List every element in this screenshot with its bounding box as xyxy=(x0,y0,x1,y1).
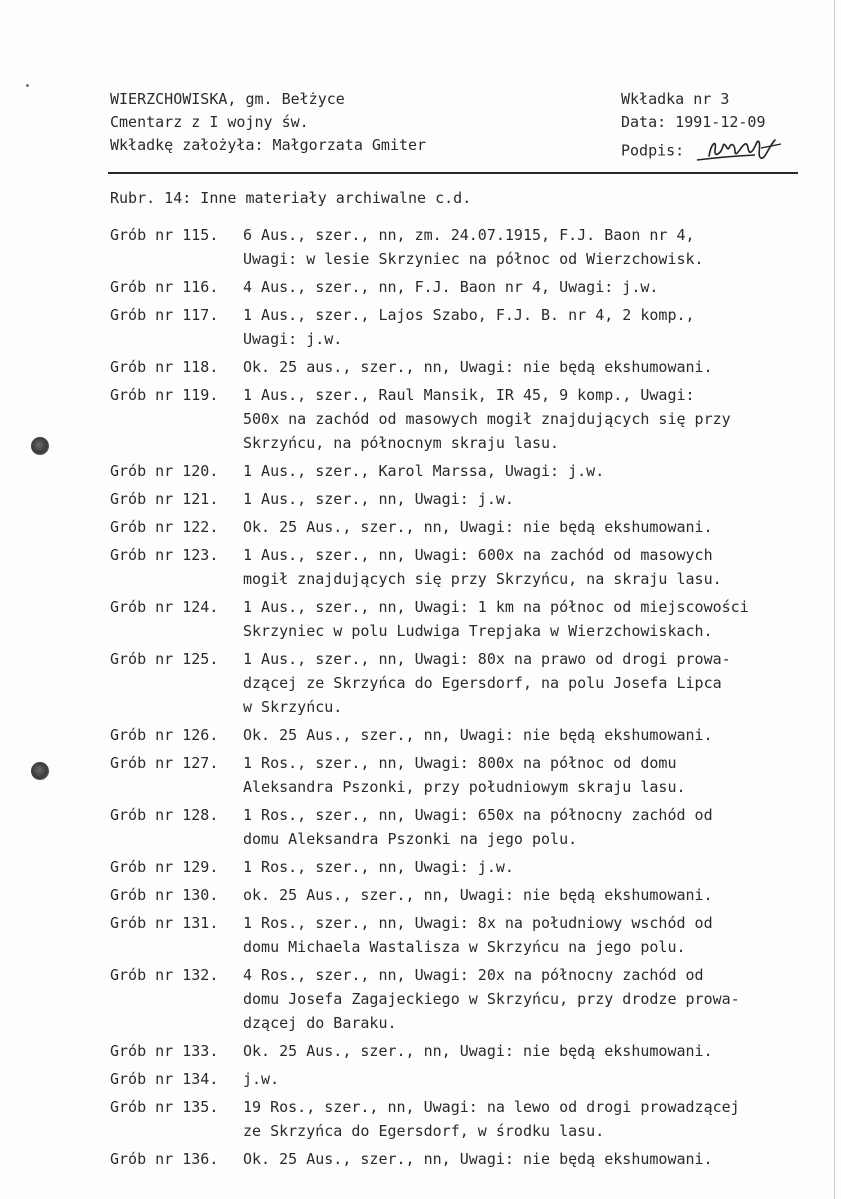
grave-description-line: 1 Ros., szer., nn, Uwagi: 650x na północny zachód od xyxy=(243,806,713,824)
grave-description xyxy=(243,1095,830,1143)
grave-description-line: Uwagi: j.w. xyxy=(243,330,343,348)
grave-number-label: Grób nr 132. xyxy=(110,966,219,984)
grave-description-line: Ok. 25 Aus., szer., nn, Uwagi: nie będą ekshumowani. xyxy=(243,518,713,536)
grave-number-label: Grób nr 123. xyxy=(110,546,219,564)
grave-description xyxy=(243,751,830,799)
grave-description-line: Ok. 25 aus., szer., nn, Uwagi: nie będą ekshumowani. xyxy=(243,358,713,376)
grave-number-label: Grób nr 119. xyxy=(110,386,219,404)
handwritten-signature xyxy=(695,134,791,168)
paper-speck xyxy=(26,84,29,87)
grave-description xyxy=(243,803,830,851)
grave-description-line: Skrzyniec w polu Ludwiga Trepjaka w Wierzchowiskach. xyxy=(243,622,713,640)
grave-entry xyxy=(110,1039,830,1063)
grave-entry xyxy=(110,883,830,907)
grave-description xyxy=(243,595,830,643)
locality-line: WIERZCHOWISKA, gm. Bełżyce xyxy=(110,90,345,108)
grave-description xyxy=(243,543,830,591)
grave-entry xyxy=(110,303,830,351)
grave-description xyxy=(243,855,830,879)
grave-entry xyxy=(110,223,830,271)
grave-description xyxy=(243,303,830,351)
grave-description-line: 1 Ros., szer., nn, Uwagi: 800x na północ od domu xyxy=(243,754,677,772)
grave-number-label: Grób nr 134. xyxy=(110,1070,219,1088)
grave-description xyxy=(243,355,830,379)
grave-description-line: 1 Aus., szer., Raul Mansik, IR 45, 9 komp., Uwagi: xyxy=(243,386,695,404)
signature-row xyxy=(621,134,791,168)
grave-description-line: 4 Ros., szer., nn, Uwagi: 20x na północny zachód od xyxy=(243,966,704,984)
grave-description-line: 6 Aus., szer., nn, zm. 24.07.1915, F.J. Baon nr 4, xyxy=(243,226,695,244)
grave-number-label: Grób nr 130. xyxy=(110,886,219,904)
grave-description-line: domu Michaela Wastalisza w Skrzyńcu na jego polu. xyxy=(243,938,686,956)
grave-description-line: 1 Aus., szer., nn, Uwagi: j.w. xyxy=(243,490,514,508)
grave-description-line: domu Aleksandra Pszonki na jego polu. xyxy=(243,830,578,848)
grave-number-label: Grób nr 136. xyxy=(110,1150,219,1168)
signature-label: Podpis: xyxy=(621,141,685,160)
grave-description xyxy=(243,723,830,747)
grave-description-line: dzącej do Baraku. xyxy=(243,1014,397,1032)
punch-hole-icon xyxy=(31,437,49,455)
grave-number-label: Grób nr 115. xyxy=(110,226,219,244)
grave-entry xyxy=(110,1147,830,1171)
grave-description-line: 1 Aus., szer., nn, Uwagi: 600x na zachód od masowych xyxy=(243,546,713,564)
grave-entry xyxy=(110,963,830,1035)
grave-entry xyxy=(110,723,830,747)
page-edge xyxy=(834,0,835,1199)
grave-description-line: 500x na zachód od masowych mogił znajdujących się przy xyxy=(243,410,731,428)
grave-description xyxy=(243,1067,830,1091)
section-title: Rubr. 14: Inne materiały archiwalne c.d. xyxy=(110,189,472,207)
grave-entry xyxy=(110,751,830,799)
grave-description-line: Ok. 25 Aus., szer., nn, Uwagi: nie będą ekshumowani. xyxy=(243,726,713,744)
grave-number-label: Grób nr 125. xyxy=(110,650,219,668)
grave-number-label: Grób nr 133. xyxy=(110,1042,219,1060)
grave-description-line: 1 Ros., szer., nn, Uwagi: 8x na południowy wschód od xyxy=(243,914,713,932)
grave-description-line: mogił znajdujących się przy Skrzyńcu, na skraju lasu. xyxy=(243,570,722,588)
grave-description xyxy=(243,1039,830,1063)
grave-number-label: Grób nr 116. xyxy=(110,278,219,296)
author-line: Wkładkę założyła: Małgorzata Gmiter xyxy=(110,136,427,154)
grave-entry xyxy=(110,595,830,643)
grave-description-line: 4 Aus., szer., nn, F.J. Baon nr 4, Uwagi: j.w. xyxy=(243,278,659,296)
grave-number-label: Grób nr 118. xyxy=(110,358,219,376)
grave-entry xyxy=(110,1095,830,1143)
grave-number-label: Grób nr 124. xyxy=(110,598,219,616)
grave-entry xyxy=(110,911,830,959)
grave-description-line: dzącej ze Skrzyńca do Egersdorf, na polu Josefa Lipca xyxy=(243,674,722,692)
grave-description-line: ok. 25 Aus., szer., nn, Uwagi: nie będą ekshumowani. xyxy=(243,886,713,904)
insert-number: Wkładka nr 3 xyxy=(621,90,730,108)
grave-entry xyxy=(110,1067,830,1091)
grave-description-line: 1 Aus., szer., Lajos Szabo, F.J. B. nr 4, 2 komp., xyxy=(243,306,695,324)
grave-number-label: Grób nr 117. xyxy=(110,306,219,324)
grave-entry xyxy=(110,515,830,539)
grave-entry xyxy=(110,543,830,591)
grave-description-line: domu Josefa Zagajeckiego w Skrzyńcu, przy drodze prowa- xyxy=(243,990,740,1008)
grave-number-label: Grób nr 126. xyxy=(110,726,219,744)
grave-entry xyxy=(110,383,830,455)
grave-entry xyxy=(110,855,830,879)
grave-description-line: Ok. 25 Aus., szer., nn, Uwagi: nie będą ekshumowani. xyxy=(243,1042,713,1060)
grave-entry xyxy=(110,459,830,483)
grave-description-line: 1 Aus., szer., nn, Uwagi: 80x na prawo od drogi prowa- xyxy=(243,650,731,668)
document-header-right xyxy=(621,88,791,168)
grave-description-line: ze Skrzyńca do Egersdorf, w środku lasu. xyxy=(243,1122,605,1140)
grave-description-line: 1 Aus., szer., Karol Marssa, Uwagi: j.w. xyxy=(243,462,605,480)
grave-entry xyxy=(110,487,830,511)
document-header-left xyxy=(110,88,426,157)
grave-description-line: 19 Ros., szer., nn, Uwagi: na lewo od drogi prowadzącej xyxy=(243,1098,740,1116)
document-date: Data: 1991-12-09 xyxy=(621,113,766,131)
grave-number-label: Grób nr 128. xyxy=(110,806,219,824)
grave-description-line: j.w. xyxy=(243,1070,280,1088)
grave-description xyxy=(243,383,830,455)
grave-description xyxy=(243,275,830,299)
cemetery-line: Cmentarz z I wojny św. xyxy=(110,113,309,131)
grave-number-label: Grób nr 135. xyxy=(110,1098,219,1116)
grave-description-line: 1 Ros., szer., nn, Uwagi: j.w. xyxy=(243,858,514,876)
grave-number-label: Grób nr 127. xyxy=(110,754,219,772)
grave-number-label: Grób nr 129. xyxy=(110,858,219,876)
grave-entry xyxy=(110,275,830,299)
grave-description xyxy=(243,883,830,907)
grave-description xyxy=(243,515,830,539)
grave-description-line: Skrzyńcu, na północnym skraju lasu. xyxy=(243,434,560,452)
grave-description xyxy=(243,487,830,511)
grave-entry xyxy=(110,647,830,719)
grave-description-line: 1 Aus., szer., nn, Uwagi: 1 km na północ od miejscowości xyxy=(243,598,749,616)
grave-number-label: Grób nr 120. xyxy=(110,462,219,480)
grave-description-line: Uwagi: w lesie Skrzyniec na północ od Wierzchowisk. xyxy=(243,250,704,268)
grave-description xyxy=(243,647,830,719)
grave-description-line: w Skrzyńcu. xyxy=(243,698,343,716)
grave-number-label: Grób nr 122. xyxy=(110,518,219,536)
grave-description xyxy=(243,459,830,483)
grave-description xyxy=(243,1147,830,1171)
grave-entry xyxy=(110,803,830,851)
grave-entries-list xyxy=(110,223,830,1175)
punch-hole-icon xyxy=(31,762,49,780)
grave-description-line: Aleksandra Pszonki, przy południowym skraju lasu. xyxy=(243,778,686,796)
grave-description-line: Ok. 25 Aus., szer., nn, Uwagi: nie będą ekshumowani. xyxy=(243,1150,713,1168)
grave-entry xyxy=(110,355,830,379)
grave-description xyxy=(243,911,830,959)
header-divider xyxy=(108,172,798,174)
grave-number-label: Grób nr 131. xyxy=(110,914,219,932)
grave-description xyxy=(243,223,830,271)
grave-number-label: Grób nr 121. xyxy=(110,490,219,508)
grave-description xyxy=(243,963,830,1035)
